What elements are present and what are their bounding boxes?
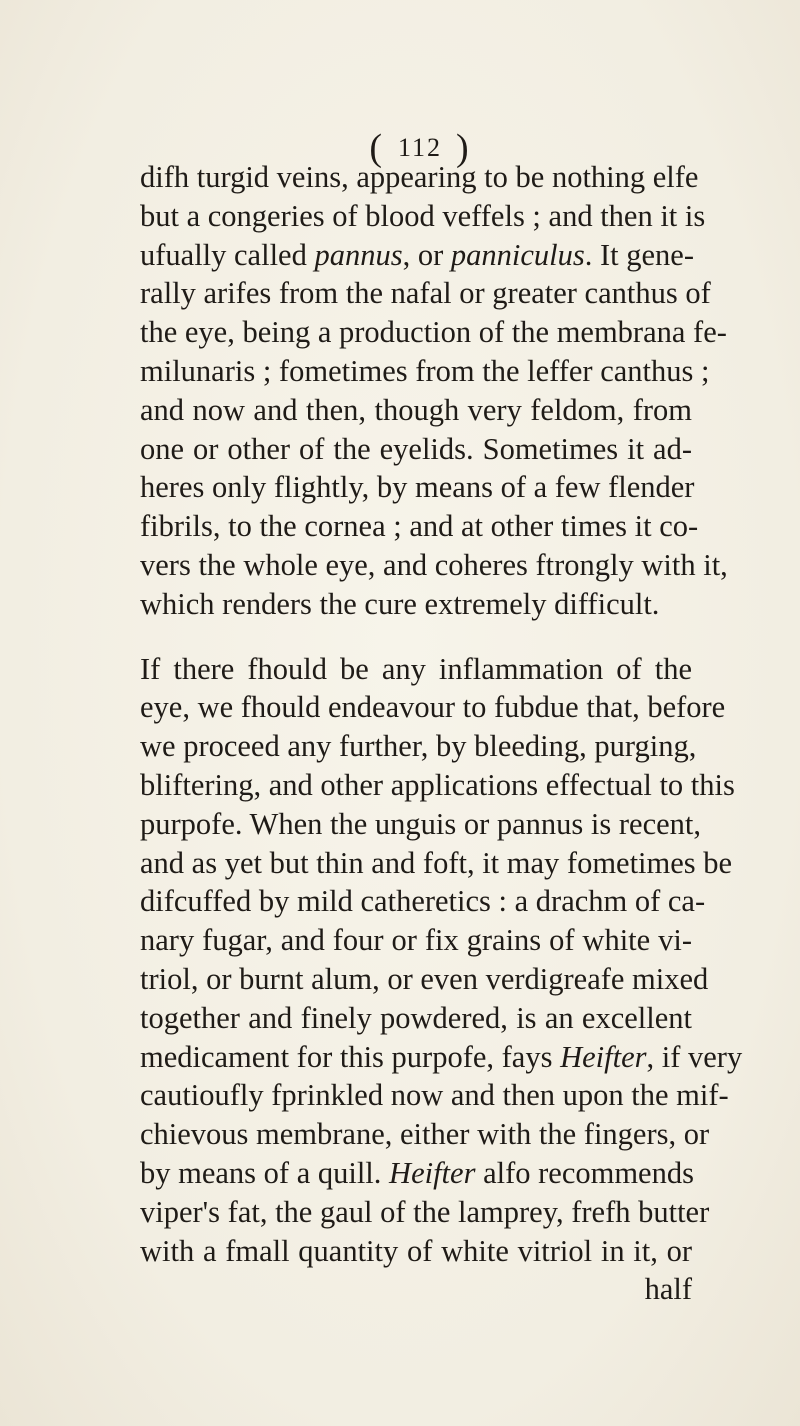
paragraph2-line: viper's fat, the gaul of the lamprey, frefh butter <box>140 1194 710 1229</box>
paragraph1-line: the eye, being a production of the membrana fe- <box>140 315 727 350</box>
paragraph1-line: fibrils, to the cornea ; and at other times it co- <box>140 509 699 544</box>
paragraph-gap <box>140 624 692 650</box>
paragraph1-line: and now and then, though very feldom, from <box>140 392 692 427</box>
paragraph2-line: with a fmall quantity of white vitriol in it, or <box>140 1233 692 1268</box>
paragraph2-line: nary fugar, and four or fix grains of white vi- <box>140 923 692 958</box>
paragraph2-line: eye, we fhould endeavour to fubdue that, before <box>140 690 726 725</box>
paragraph-2 <box>140 650 743 1271</box>
paragraph2-line: difcuffed by mild catheretics : a drachm of ca- <box>140 884 706 919</box>
body-text <box>140 158 743 1309</box>
paragraph2-line: cautioufly fprinkled now and then upon the mif- <box>140 1078 729 1113</box>
header-open-paren: ( <box>369 127 384 169</box>
paragraph1-line: rally arifes from the nafal or greater canthus of <box>140 276 711 311</box>
paragraph2-line: triol, or burnt alum, or even verdigreafe mixed <box>140 961 709 996</box>
paragraph2-line: we proceed any further, by bleeding, purging, <box>140 729 697 764</box>
paragraph1-line: which renders the cure extremely difficult. <box>140 586 660 621</box>
paragraph1-line: but a congeries of blood veffels ; and then it is <box>140 198 706 233</box>
paragraph2-line: purpofe. When the unguis or pannus is recent, <box>140 806 702 841</box>
paragraph1-line: milunaris ; fometimes from the leffer canthus ; <box>140 353 710 388</box>
paragraph2-line: bliftering, and other applications effectual to this <box>140 767 735 802</box>
paragraph2-line: medicament for this purpofe, fays Heifter, if very <box>140 1039 743 1074</box>
paragraph1-line: ufually called pannus, or panniculus. It gene- <box>140 237 694 272</box>
page-number: 112 <box>397 133 443 162</box>
paragraph2-line: by means of a quill. Heifter alfo recommends <box>140 1155 694 1190</box>
header-close-paren: ) <box>456 127 471 169</box>
paragraph2-line: together and finely powdered, is an excellent <box>140 1000 692 1035</box>
paragraph1-line: vers the whole eye, and coheres ftrongly with it, <box>140 547 728 582</box>
paragraph2-line: If there fhould be any inflammation of the <box>140 651 692 686</box>
paragraph-1 <box>140 158 728 624</box>
paragraph2-line: chievous membrane, either with the fingers, or <box>140 1117 710 1152</box>
paragraph1-line: one or other of the eyelids. Sometimes it ad- <box>140 431 692 466</box>
catchword: half <box>644 1272 692 1307</box>
paragraph1-line: difh turgid veins, appearing to be nothing elfe <box>140 160 699 194</box>
paragraph1-line: heres only flightly, by means of a few flender <box>140 470 695 505</box>
paragraph2-line: and as yet but thin and foft, it may fometimes be <box>140 845 733 880</box>
